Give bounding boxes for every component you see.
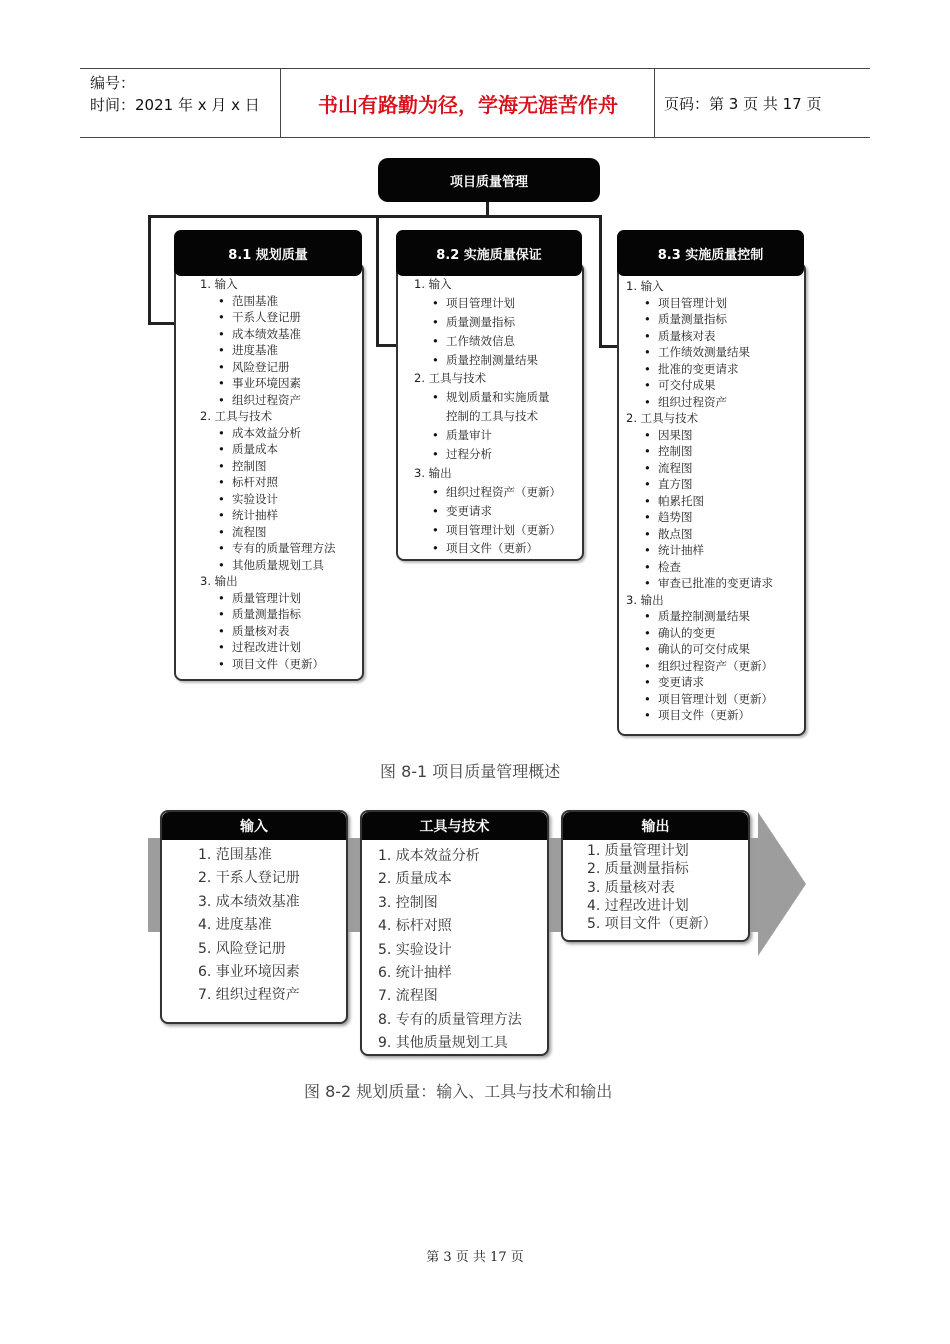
section-heading: 2. 工具与技术	[626, 411, 699, 425]
page-header	[80, 68, 870, 138]
list-item: • 规划质量和实施质量	[414, 388, 561, 407]
figure-caption: 图 8-2 规划质量：输入、工具与技术和输出	[304, 1082, 613, 1101]
connector-line	[148, 322, 176, 325]
list-item: 7. 流程图	[378, 988, 438, 1005]
list-item: 2. 质量成本	[378, 871, 452, 888]
flow-box-title: 输出	[563, 812, 748, 840]
flow-arrow	[758, 812, 806, 956]
list-item: 3. 控制图	[378, 894, 438, 911]
section-heading: 1. 输入	[200, 277, 238, 291]
list-item: • 其他质量规划工具	[200, 557, 336, 574]
list-item: 5. 实验设计	[378, 941, 452, 958]
list-item: • 质量测量指标	[626, 311, 773, 328]
list-item: • 控制图	[626, 443, 773, 460]
list-item: • 质量审计	[414, 426, 561, 445]
list-item: • 组织过程资产（更新）	[414, 483, 561, 502]
process-list-8-2	[414, 275, 561, 558]
list-item: 8. 专有的质量管理方法	[378, 1011, 522, 1028]
flow-box-list	[198, 844, 300, 1008]
serial-label: 编号：	[90, 74, 136, 92]
flow-box-title: 输入	[162, 812, 346, 840]
list-item: • 标杆对照	[200, 474, 336, 491]
list-item: 5. 项目文件（更新）	[587, 916, 717, 933]
list-item: • 质量测量指标	[414, 313, 561, 332]
list-item: 2. 干系人登记册	[198, 870, 300, 887]
list-item: • 质量控制测量结果	[414, 351, 561, 370]
connector-line	[376, 344, 398, 347]
list-item: • 流程图	[200, 524, 336, 541]
list-item: • 帕累托图	[626, 493, 773, 510]
connector-line	[148, 215, 151, 325]
list-item: 5. 风险登记册	[198, 940, 286, 957]
list-item: • 统计抽样	[200, 507, 336, 524]
list-item: • 项目管理计划（更新）	[414, 521, 561, 540]
list-item: • 散点图	[626, 526, 773, 543]
list-item: • 工作绩效测量结果	[626, 344, 773, 361]
list-item: • 质量核对表	[200, 623, 336, 640]
list-item: • 变更请求	[626, 674, 773, 691]
list-item: 4. 标杆对照	[378, 918, 452, 935]
list-item: 4. 进度基准	[198, 917, 272, 934]
list-item: • 质量测量指标	[200, 606, 336, 623]
list-item: • 确认的变更	[626, 625, 773, 642]
list-item: • 项目文件（更新）	[414, 539, 561, 558]
list-item: 7. 组织过程资产	[198, 987, 300, 1004]
root-node: 项目质量管理	[378, 158, 600, 202]
list-item: • 流程图	[626, 460, 773, 477]
header-page-info: 页码：第 3 页 共 17 页	[664, 95, 822, 113]
list-item: • 成本效益分析	[200, 425, 336, 442]
list-item: • 因果图	[626, 427, 773, 444]
list-item: • 进度基准	[200, 342, 336, 359]
list-item: • 组织过程资产	[200, 392, 336, 409]
process-list-8-3	[626, 278, 773, 724]
connector-line	[148, 215, 602, 218]
list-item: • 干系人登记册	[200, 309, 336, 326]
list-item: • 项目文件（更新）	[626, 707, 773, 724]
list-item: 1. 范围基准	[198, 847, 272, 863]
section-heading: 1. 输入	[414, 277, 452, 291]
flow-box-list	[378, 845, 522, 1056]
section-heading: 3. 输出	[200, 574, 238, 588]
list-item: • 事业环境因素	[200, 375, 336, 392]
flow-box-title: 工具与技术	[362, 812, 547, 840]
list-item: • 质量控制测量结果	[626, 608, 773, 625]
list-item: • 风险登记册	[200, 359, 336, 376]
flow-box-inputs	[160, 810, 348, 1024]
list-item: 2. 质量测量指标	[587, 861, 689, 878]
list-item: • 直方图	[626, 476, 773, 493]
list-item: • 统计抽样	[626, 542, 773, 559]
connector-line	[599, 345, 619, 348]
list-item: 6. 事业环境因素	[198, 963, 300, 980]
list-item: 1. 成本效益分析	[378, 848, 480, 864]
list-item: 4. 过程改进计划	[587, 897, 689, 914]
list-item: • 范围基准	[200, 293, 336, 310]
list-item: • 批准的变更请求	[626, 361, 773, 378]
connector-line	[599, 215, 602, 348]
header-divider	[280, 69, 281, 137]
list-item: 6. 统计抽样	[378, 964, 452, 981]
list-item: • 工作绩效信息	[414, 332, 561, 351]
list-item: • 项目管理计划	[414, 294, 561, 313]
list-item: • 质量成本	[200, 441, 336, 458]
list-item: • 质量核对表	[626, 328, 773, 345]
header-divider	[654, 69, 655, 137]
list-item: • 可交付成果	[626, 377, 773, 394]
section-heading: 3. 输出	[626, 592, 664, 607]
process-list-8-1	[200, 276, 336, 672]
list-item: • 成本绩效基准	[200, 326, 336, 343]
flow-box-outputs	[561, 810, 750, 942]
list-item: • 变更请求	[414, 502, 561, 521]
list-item: • 过程改进计划	[200, 639, 336, 656]
list-item: • 项目管理计划（更新）	[626, 691, 773, 708]
section-heading: 2. 工具与技术	[414, 371, 487, 386]
page-footer: 第 3 页 共 17 页	[426, 1250, 524, 1265]
list-item: • 确认的可交付成果	[626, 641, 773, 658]
list-item: • 项目文件（更新）	[200, 656, 336, 673]
list-item: 1. 质量管理计划	[587, 843, 689, 859]
list-item: • 趋势图	[626, 509, 773, 526]
section-heading: 3. 输出	[414, 465, 452, 480]
list-item: • 过程分析	[414, 445, 561, 464]
header-motto: 书山有路勤为径，学海无涯苦作舟	[318, 93, 618, 117]
list-item: • 专有的质量管理方法	[200, 540, 336, 557]
list-item: 3. 成本绩效基准	[198, 893, 300, 910]
flow-box-tools	[360, 810, 549, 1056]
process-title-8-3: 8.3 实施质量控制	[617, 230, 804, 276]
header-meta	[90, 72, 260, 116]
list-item: • 实验设计	[200, 491, 336, 508]
list-item: • 审查已批准的变更请求	[626, 575, 773, 592]
list-item: • 项目管理计划	[626, 295, 773, 312]
list-item: • 控制图	[200, 458, 336, 475]
connector-line	[376, 215, 379, 347]
section-heading: 2. 工具与技术	[200, 409, 273, 423]
list-item: • 组织过程资产（更新）	[626, 658, 773, 675]
flow-box-list	[587, 842, 717, 933]
time-label: 时间：2021 年 x 月 x 日	[90, 96, 260, 114]
figure-caption: 图 8-1 项目质量管理概述	[380, 762, 561, 781]
process-title-8-2: 8.2 实施质量保证	[396, 230, 582, 276]
section-heading: 1. 输入	[626, 279, 664, 293]
list-item: • 检查	[626, 559, 773, 576]
process-title-8-1: 8.1 规划质量	[174, 230, 362, 276]
list-item: • 质量管理计划	[200, 590, 336, 607]
list-item: • 组织过程资产	[626, 394, 773, 411]
list-item-continuation: 控制的工具与技术	[446, 409, 538, 424]
list-item: 3. 质量核对表	[587, 879, 675, 896]
list-item: 9. 其他质量规划工具	[378, 1035, 508, 1052]
